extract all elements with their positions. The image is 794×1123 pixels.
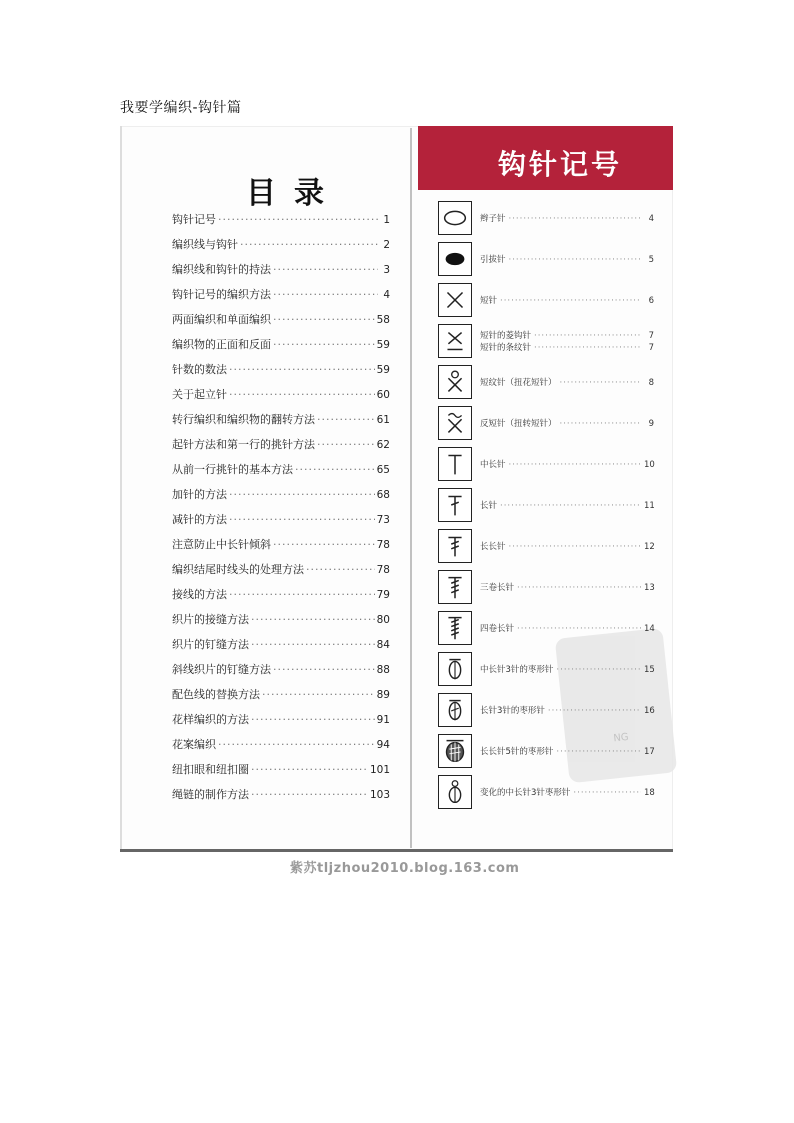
toc-item-page: 88 bbox=[376, 664, 390, 676]
toc-leader-dots bbox=[306, 563, 375, 576]
symbol-entry bbox=[480, 581, 654, 593]
symbol-page: 7 bbox=[648, 331, 654, 341]
triple-treble-icon bbox=[438, 570, 472, 604]
scan-bottom-edge bbox=[120, 849, 673, 852]
quadruple-treble-icon bbox=[438, 611, 472, 645]
toc-leader-dots bbox=[273, 313, 375, 326]
toc-leader-dots bbox=[251, 613, 375, 626]
toc-item-page: 59 bbox=[376, 339, 390, 351]
symbol-page: 14 bbox=[644, 624, 655, 634]
toc-item-title: 起针方法和第一行的挑针方法 bbox=[172, 438, 315, 451]
toc-item bbox=[172, 411, 390, 436]
toc-item-page: 89 bbox=[376, 689, 390, 701]
toc-leader-dots bbox=[251, 638, 375, 651]
toc-item-page: 68 bbox=[376, 489, 390, 501]
toc-leader-dots bbox=[273, 538, 375, 551]
toc-item-title: 编织物的正面和反面 bbox=[172, 338, 271, 351]
symbol-leader-dots bbox=[560, 378, 641, 388]
symbol-label: 中长针 bbox=[480, 460, 506, 470]
symbol-leader-dots bbox=[500, 501, 641, 511]
toc-leader-dots bbox=[218, 213, 378, 226]
toc-item-title: 配色线的替换方法 bbox=[172, 688, 260, 701]
toc-item-page: 61 bbox=[376, 414, 390, 426]
symbol-leader-dots bbox=[556, 747, 641, 757]
symbol-entry bbox=[480, 329, 654, 341]
toc-leader-dots bbox=[229, 363, 375, 376]
symbol-entry bbox=[480, 622, 654, 634]
symbol-list bbox=[438, 201, 656, 816]
symbol-row bbox=[438, 406, 656, 447]
toc-item-page: 60 bbox=[376, 389, 390, 401]
toc-item bbox=[172, 636, 390, 661]
toc-item bbox=[172, 561, 390, 586]
back-loop-single-crochet-icon bbox=[438, 324, 472, 358]
toc-item-page: 62 bbox=[376, 439, 390, 451]
toc-leader-dots bbox=[273, 263, 378, 276]
toc-item-page: 91 bbox=[376, 714, 390, 726]
symbol-leader-dots bbox=[556, 665, 641, 675]
symbol-label: 长长针5针的枣形针 bbox=[480, 747, 554, 757]
toc-item-title: 花案编织 bbox=[172, 738, 216, 751]
toc-item-title: 针数的数法 bbox=[172, 363, 227, 376]
toc-item-title: 钩针记号的编织方法 bbox=[172, 288, 271, 301]
symbol-page: 9 bbox=[648, 419, 654, 429]
toc-item bbox=[172, 336, 390, 361]
symbol-row bbox=[438, 324, 656, 365]
column-divider bbox=[410, 128, 412, 848]
toc-item-title: 两面编织和单面编织 bbox=[172, 313, 271, 326]
symbol-page: 10 bbox=[644, 460, 655, 470]
toc-item bbox=[172, 736, 390, 761]
symbol-row bbox=[438, 693, 656, 734]
symbol-page: 5 bbox=[648, 255, 654, 265]
symbol-entry bbox=[480, 341, 654, 353]
symbol-leader-dots bbox=[509, 460, 641, 470]
toc-leader-dots bbox=[218, 738, 375, 751]
toc-item bbox=[172, 386, 390, 411]
symbol-label: 引拔针 bbox=[480, 255, 506, 265]
toc-item bbox=[172, 261, 390, 286]
symbol-leader-dots bbox=[509, 255, 641, 265]
toc-item-page: 78 bbox=[376, 539, 390, 551]
toc-item-page: 3 bbox=[383, 264, 390, 276]
toc-item-title: 转行编织和编织物的翻转方法 bbox=[172, 413, 315, 426]
symbol-page: 17 bbox=[644, 747, 655, 757]
toc-item-title: 从前一行挑针的基本方法 bbox=[172, 463, 293, 476]
toc-leader-dots bbox=[229, 588, 375, 601]
toc-item bbox=[172, 586, 390, 611]
toc-item bbox=[172, 661, 390, 686]
toc-item bbox=[172, 361, 390, 386]
toc-item-page: 2 bbox=[383, 239, 390, 251]
toc-leader-dots bbox=[273, 663, 375, 676]
toc-item bbox=[172, 761, 390, 786]
toc-item-page: 58 bbox=[376, 314, 390, 326]
symbol-row bbox=[438, 775, 656, 816]
toc-leader-dots bbox=[240, 238, 378, 251]
symbol-entry bbox=[480, 663, 654, 675]
toc-leader-dots bbox=[317, 413, 375, 426]
symbol-label: 长长针 bbox=[480, 542, 506, 552]
toc-item-title: 编织线与钩针 bbox=[172, 238, 238, 251]
symbol-label: 三卷长针 bbox=[480, 583, 515, 593]
symbol-row bbox=[438, 283, 656, 324]
toc-leader-dots bbox=[262, 688, 375, 701]
symbol-row bbox=[438, 734, 656, 775]
treble-crochet-icon bbox=[438, 529, 472, 563]
toc-item-page: 80 bbox=[376, 614, 390, 626]
symbol-entry bbox=[480, 540, 654, 552]
toc-leader-dots bbox=[229, 488, 375, 501]
toc-item-title: 编织线和钩针的持法 bbox=[172, 263, 271, 276]
symbol-page: 11 bbox=[644, 501, 655, 511]
symbol-row bbox=[438, 365, 656, 406]
symbols-header bbox=[418, 126, 673, 190]
symbol-entry bbox=[480, 499, 654, 511]
toc-item-page: 94 bbox=[376, 739, 390, 751]
half-double-crochet-icon bbox=[438, 447, 472, 481]
toc-item-page: 103 bbox=[369, 789, 390, 801]
toc-item-title: 织片的钉缝方法 bbox=[172, 638, 249, 651]
watermark-seal: NG bbox=[555, 628, 678, 783]
symbol-entry bbox=[480, 786, 654, 798]
symbol-entry bbox=[480, 458, 654, 470]
toc-item bbox=[172, 436, 390, 461]
toc-item bbox=[172, 286, 390, 311]
toc-leader-dots bbox=[295, 463, 375, 476]
symbol-row bbox=[438, 529, 656, 570]
symbol-row bbox=[438, 570, 656, 611]
symbol-row bbox=[438, 447, 656, 488]
hdc-3-puff-icon bbox=[438, 652, 472, 686]
toc-item bbox=[172, 611, 390, 636]
tr-5-bobble-icon bbox=[438, 734, 472, 768]
toc-item bbox=[172, 711, 390, 736]
footer-url: 紫苏tljzhou2010.blog.163.com bbox=[290, 861, 520, 876]
toc-item-title: 加针的方法 bbox=[172, 488, 227, 501]
symbol-entry bbox=[480, 704, 654, 716]
symbol-label: 变化的中长针3针枣形针 bbox=[480, 788, 571, 798]
symbol-entry bbox=[480, 417, 654, 429]
symbol-leader-dots bbox=[509, 542, 641, 552]
toc-item-title: 关于起立针 bbox=[172, 388, 227, 401]
toc-leader-dots bbox=[251, 763, 368, 776]
toc-item-page: 78 bbox=[376, 564, 390, 576]
symbol-leader-dots bbox=[573, 788, 641, 798]
symbol-page: 13 bbox=[644, 583, 655, 593]
toc-item-title: 接线的方法 bbox=[172, 588, 227, 601]
toc-leader-dots bbox=[273, 288, 378, 301]
symbol-page: 4 bbox=[648, 214, 654, 224]
toc-item bbox=[172, 786, 390, 811]
symbol-leader-dots bbox=[517, 624, 641, 634]
toc-item-title: 注意防止中长针倾斜 bbox=[172, 538, 271, 551]
scan-left-edge bbox=[120, 126, 122, 851]
toc-item-page: 4 bbox=[383, 289, 390, 301]
toc-item bbox=[172, 511, 390, 536]
symbol-row bbox=[438, 611, 656, 652]
symbol-leader-dots bbox=[534, 343, 641, 353]
symbol-row bbox=[438, 201, 656, 242]
symbol-page: 8 bbox=[648, 378, 654, 388]
single-crochet-icon bbox=[438, 283, 472, 317]
toc-item-page: 73 bbox=[376, 514, 390, 526]
symbol-page: 7 bbox=[648, 343, 654, 353]
toc-leader-dots bbox=[229, 513, 375, 526]
toc-list bbox=[172, 211, 390, 811]
symbol-page: 6 bbox=[648, 296, 654, 306]
toc-item-title: 减针的方法 bbox=[172, 513, 227, 526]
toc-item-page: 59 bbox=[376, 364, 390, 376]
toc-item bbox=[172, 536, 390, 561]
toc-leader-dots bbox=[251, 713, 375, 726]
symbol-label: 长针 bbox=[480, 501, 498, 511]
symbol-page: 12 bbox=[644, 542, 655, 552]
toc-item-page: 1 bbox=[383, 214, 390, 226]
modified-hdc-3-puff-icon bbox=[438, 775, 472, 809]
symbol-label: 短针的菱钩针 bbox=[480, 331, 532, 341]
toc-item-page: 84 bbox=[376, 639, 390, 651]
toc-item bbox=[172, 236, 390, 261]
toc-item-title: 织片的接缝方法 bbox=[172, 613, 249, 626]
symbol-row bbox=[438, 488, 656, 529]
symbol-label: 中长针3针的枣形针 bbox=[480, 665, 554, 675]
symbol-entry bbox=[480, 212, 654, 224]
toc-item bbox=[172, 461, 390, 486]
slip-stitch-icon bbox=[438, 242, 472, 276]
toc-item bbox=[172, 686, 390, 711]
toc-leader-dots bbox=[251, 788, 368, 801]
symbol-page: 18 bbox=[644, 788, 655, 798]
dc-3-bobble-icon bbox=[438, 693, 472, 727]
toc-item bbox=[172, 486, 390, 511]
symbol-entry bbox=[480, 294, 654, 306]
toc-item-title: 花样编织的方法 bbox=[172, 713, 249, 726]
double-crochet-icon bbox=[438, 488, 472, 522]
symbol-entry bbox=[480, 376, 654, 388]
toc-leader-dots bbox=[317, 438, 375, 451]
symbol-label: 四卷长针 bbox=[480, 624, 515, 634]
symbol-entry bbox=[480, 745, 654, 757]
toc-item-title: 斜线织片的钉缝方法 bbox=[172, 663, 271, 676]
toc-item-title: 纽扣眼和纽扣圈 bbox=[172, 763, 249, 776]
symbol-label: 辫子针 bbox=[480, 214, 506, 224]
symbol-entry bbox=[480, 253, 654, 265]
toc-item-page: 79 bbox=[376, 589, 390, 601]
twisted-single-crochet-icon bbox=[438, 365, 472, 399]
symbol-label: 短纹针（扭花短针） bbox=[480, 378, 557, 388]
toc-item-title: 编织结尾时线头的处理方法 bbox=[172, 563, 304, 576]
toc-heading: 目录 bbox=[246, 176, 342, 211]
symbol-label: 短针 bbox=[480, 296, 498, 306]
symbol-leader-dots bbox=[534, 331, 641, 341]
symbol-row bbox=[438, 242, 656, 283]
symbol-leader-dots bbox=[500, 296, 641, 306]
symbol-leader-dots bbox=[517, 583, 641, 593]
document-title: 我要学编织-钩针篇 bbox=[120, 100, 242, 116]
symbol-leader-dots bbox=[548, 706, 641, 716]
toc-item-page: 101 bbox=[369, 764, 390, 776]
toc-item bbox=[172, 311, 390, 336]
toc-leader-dots bbox=[229, 388, 375, 401]
symbol-label: 长针3针的枣形针 bbox=[480, 706, 545, 716]
symbol-row bbox=[438, 652, 656, 693]
reverse-single-crochet-icon bbox=[438, 406, 472, 440]
toc-leader-dots bbox=[273, 338, 375, 351]
toc-item bbox=[172, 211, 390, 236]
symbol-leader-dots bbox=[560, 419, 641, 429]
symbol-label: 反短针（扭转短针） bbox=[480, 419, 557, 429]
toc-item-page: 65 bbox=[376, 464, 390, 476]
symbols-heading: 钩针记号 bbox=[498, 148, 623, 181]
toc-item-title: 钩针记号 bbox=[172, 213, 216, 226]
toc-item-title: 绳链的制作方法 bbox=[172, 788, 249, 801]
chain-stitch-icon bbox=[438, 201, 472, 235]
symbol-page: 16 bbox=[644, 706, 655, 716]
symbol-leader-dots bbox=[509, 214, 641, 224]
symbol-page: 15 bbox=[644, 665, 655, 675]
symbol-label: 短针的条纹针 bbox=[480, 343, 532, 353]
